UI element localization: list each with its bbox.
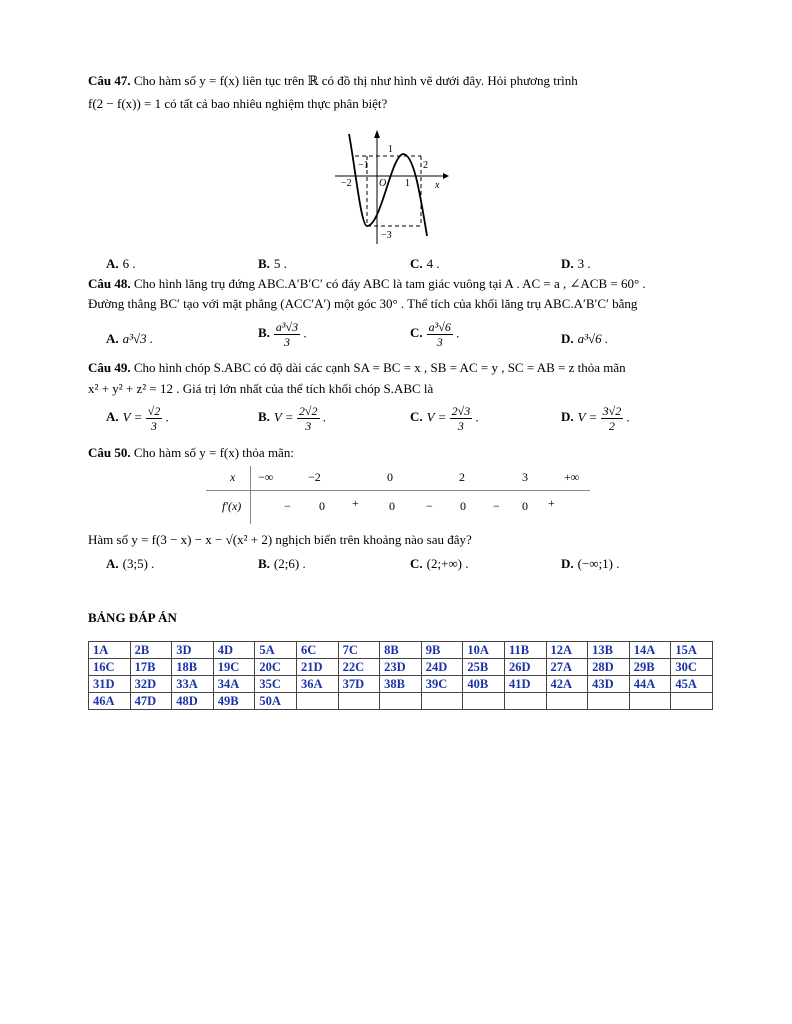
q49-line1: Câu 49. Cho hình chóp S.ABC có độ dài các cạnh SA = BC = x , SB = AC = y , SC = AB = z thỏa mãn [88,360,626,375]
q49-line2: x² + y² + z² = 12 . Giá trị lớn nhất của thể tích khối chóp S.ABC là [88,381,434,396]
q48-line2: Đường thẳng BC′ tạo với mặt phẳng (ACC′A′) một góc 30° . Thể tích của khối lăng trụ ABC.A′B′C′ bằng [88,296,638,311]
answer-cell: 12A [546,642,588,659]
x-val-pos-inf: +∞ [564,470,580,484]
q47-text1: Cho hàm số y = f(x) liên tục trên ℝ có đồ thị như hình vẽ dưới đây. Hỏi phương trình [130,73,578,88]
answer-cell [463,693,505,710]
answer-cell: 10A [463,642,505,659]
answer-cell: 17B [130,659,172,676]
answer-cell: 4D [213,642,255,659]
answer-cell: 22C [338,659,380,676]
q47-option-a[interactable]: A. 6 . [106,256,136,271]
label-m2: −2 [341,178,352,189]
q50-option-c[interactable]: C. (2;+∞) . [410,556,469,571]
answer-table [88,641,713,710]
q50-line1: Câu 50. Cho hàm số y = f(x) thỏa mãn: [88,445,294,460]
x-axis-arrow [443,173,449,179]
x-val-m2: −2 [308,470,321,484]
answer-cell: 26D [504,659,546,676]
answer-cell: 41D [504,676,546,693]
answer-row [89,642,713,659]
answer-cell: 45A [671,676,713,693]
label-x: x [435,180,440,191]
answer-table-title: BẢNG ĐÁP ÁN [88,610,177,625]
q50-option-a[interactable]: A. (3;5) . [106,556,155,571]
q47-function-graph [331,126,449,246]
q49-option-a[interactable]: A. V = $\frac{√2}{3}$ . [106,404,169,433]
answer-cell: 33A [172,676,214,693]
answer-cell [629,693,671,710]
answer-cell: 1A [89,642,131,659]
answer-cell: 49B [213,693,255,710]
answer-cell: 23D [380,659,422,676]
answer-cell: 21D [296,659,338,676]
q49-option-d[interactable]: D. V = $\frac{3√2}{2}$ . [561,404,630,433]
sign-7: − [493,499,500,513]
x-val-neg-inf: −∞ [258,470,274,484]
sign-1: − [284,499,291,513]
q48-option-d[interactable]: D. a³√6 . [561,331,609,346]
q48-option-a[interactable]: A. a³√3 . [106,331,154,346]
sign-3: + [352,496,359,510]
answer-cell: 32D [130,676,172,693]
label-m1: −1 [358,160,369,171]
label-2: 2 [423,160,428,171]
answer-cell: 15A [671,642,713,659]
sign-6: 0 [460,499,466,513]
answer-cell: 44A [629,676,671,693]
answer-cell: 2B [130,642,172,659]
q50-option-b[interactable]: B. (2;6) . [258,556,306,571]
answer-cell: 36A [296,676,338,693]
sign-table-x-label: x [230,470,236,484]
label-m3: −3 [381,230,392,241]
answer-cell: 50A [255,693,297,710]
answer-cell: 31D [89,676,131,693]
q48-line1: Câu 48. Cho hình lăng trụ đứng ABC.A′B′C′ có đáy ABC là tam giác vuông tại A . AC = a , ∠ACB = 60° . [88,276,646,291]
sign-table-vline [250,466,251,524]
q48-label: Câu 48. [88,276,131,291]
q47-label: Câu 47. [88,73,131,88]
answer-cell: 7C [338,642,380,659]
sign-2: 0 [319,499,325,513]
q50-label: Câu 50. [88,445,131,460]
answer-cell: 19C [213,659,255,676]
answer-cell [421,693,463,710]
q47-option-c[interactable]: C. 4 . [410,256,440,271]
answer-cell: 28D [588,659,630,676]
label-origin: O [379,178,387,189]
answer-cell: 8B [380,642,422,659]
x-val-2: 2 [459,470,465,484]
answer-cell [671,693,713,710]
q48-option-b[interactable]: B. $\frac{\text{a³√3}}{3}$ . [258,320,307,349]
q49-label: Câu 49. [88,360,131,375]
answer-cell: 3D [172,642,214,659]
q47-line2: f(2 − f(x)) = 1 có tất cả bao nhiêu nghiệm thực phân biệt? [88,96,388,111]
answer-cell: 38B [380,676,422,693]
answer-cell: 14A [629,642,671,659]
answer-cell: 40B [463,676,505,693]
answer-cell: 47D [130,693,172,710]
q50-line2: Hàm số y = f(3 − x) − x − √(x² + 2) nghịch biến trên khoảng nào sau đây? [88,532,472,547]
answer-cell: 48D [172,693,214,710]
answer-cell: 42A [546,676,588,693]
answer-cell: 18B [172,659,214,676]
answer-cell: 46A [89,693,131,710]
x-val-0: 0 [387,470,393,484]
answer-row [89,676,713,693]
q49-option-b[interactable]: B. V = $\frac{2√2}{3}$ . [258,404,326,433]
answer-cell: 43D [588,676,630,693]
sign-table-fp-label: f′(x) [222,499,242,513]
y-axis-arrow [374,130,380,138]
answer-cell [380,693,422,710]
answer-cell [296,693,338,710]
answer-cell: 16C [89,659,131,676]
answer-cell: 35C [255,676,297,693]
sign-4: 0 [389,499,395,513]
answer-cell: 37D [338,676,380,693]
answer-cell: 24D [421,659,463,676]
answer-cell: 6C [296,642,338,659]
q50-option-d[interactable]: D. (−∞;1) . [561,556,620,571]
label-1-y: 1 [388,144,393,155]
answer-row [89,659,713,676]
answer-cell [546,693,588,710]
answer-cell: 30C [671,659,713,676]
answer-cell: 5A [255,642,297,659]
sign-table-hline [206,490,590,491]
q47-line1 [88,72,578,90]
x-val-3: 3 [522,470,528,484]
answer-cell: 34A [213,676,255,693]
answer-cell: 25B [463,659,505,676]
answer-row [89,693,713,710]
q49-option-c[interactable]: C. V = $\frac{2√3}{3}$ . [410,404,479,433]
answer-cell [504,693,546,710]
answer-cell: 29B [629,659,671,676]
answer-cell: 11B [504,642,546,659]
sign-5: − [426,499,433,513]
q47-option-b[interactable]: B. 5 . [258,256,287,271]
answer-cell: 39C [421,676,463,693]
q48-option-c[interactable]: C. $\frac{\text{a³√6}}{3}$ . [410,320,460,349]
answer-cell: 13B [588,642,630,659]
answer-cell: 9B [421,642,463,659]
answer-cell [338,693,380,710]
sign-8: 0 [522,499,528,513]
answer-cell: 27A [546,659,588,676]
q47-option-d[interactable]: D. 3 . [561,256,591,271]
answer-cell [588,693,630,710]
answer-cell: 20C [255,659,297,676]
sign-9: + [548,496,555,510]
q50-sign-table [206,466,590,524]
label-1-x: 1 [405,178,410,189]
